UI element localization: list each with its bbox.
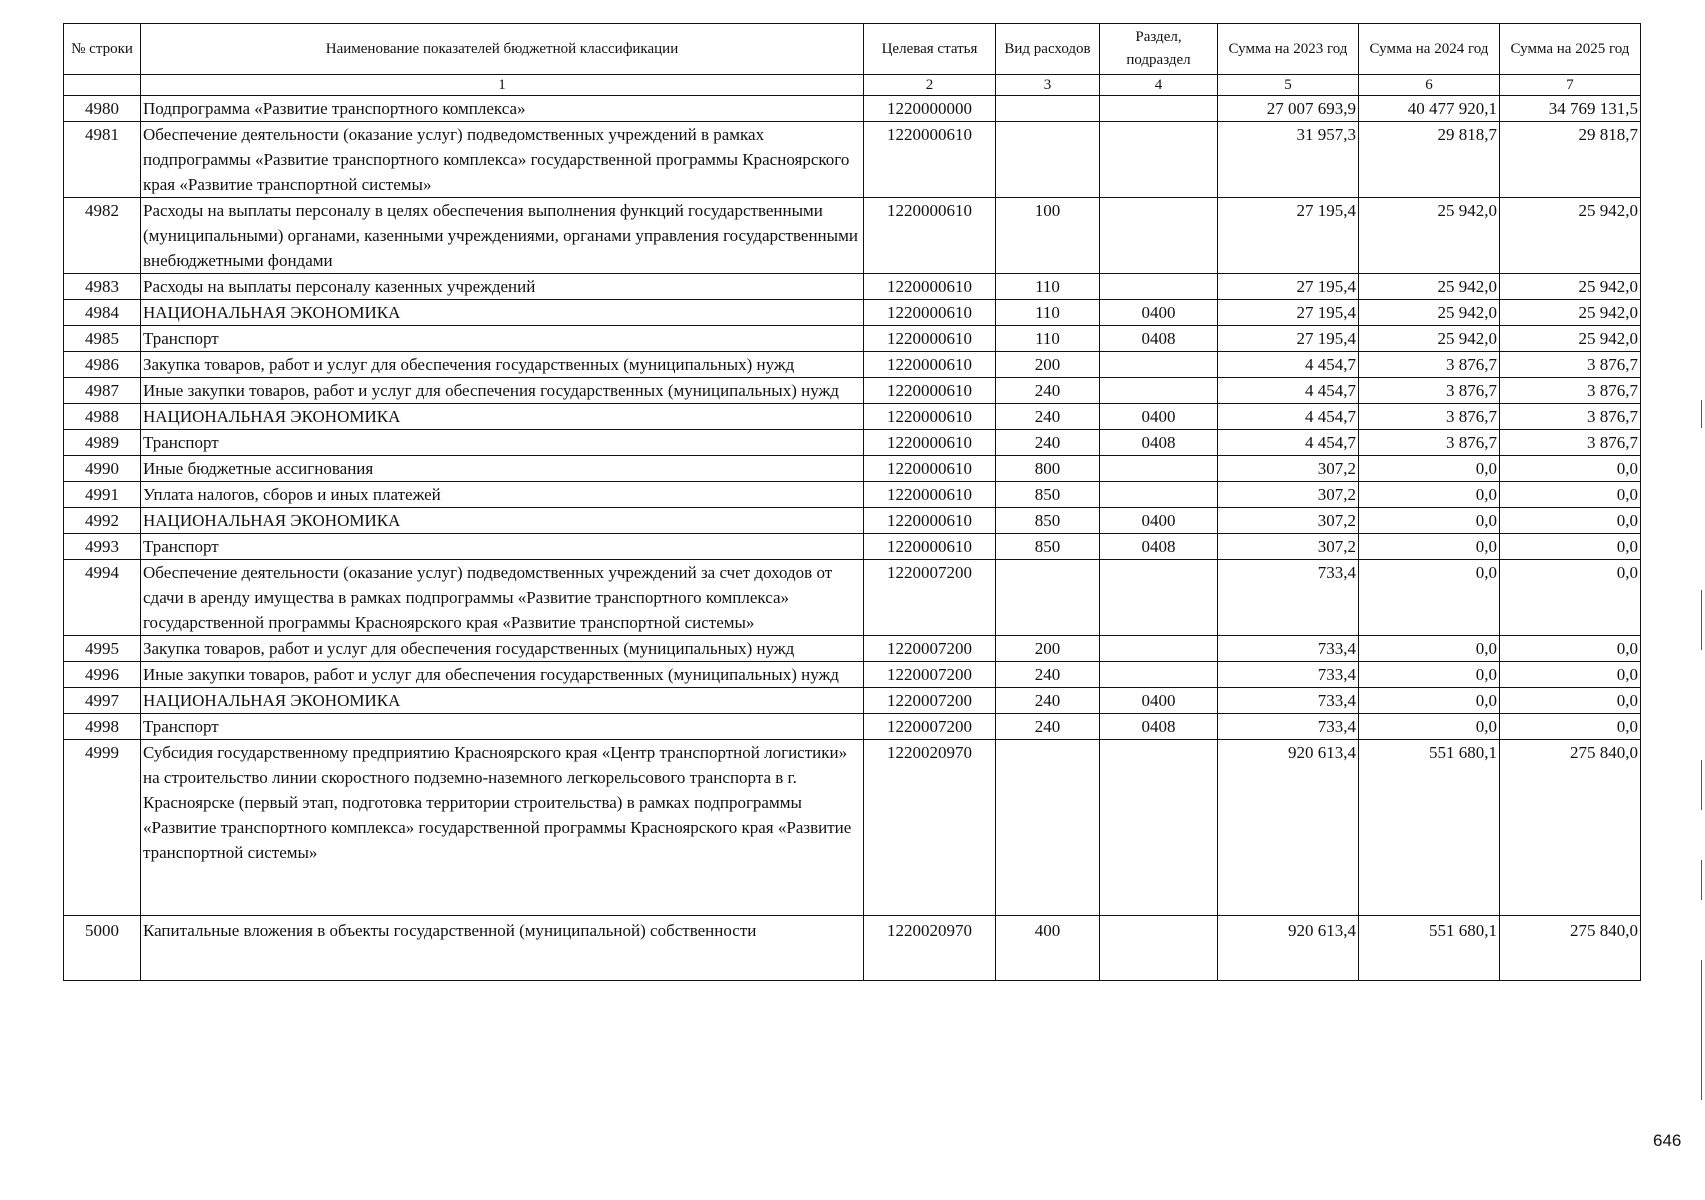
section-code: 0408: [1100, 326, 1218, 352]
amount-2023: 307,2: [1218, 482, 1359, 508]
amount-2023: 733,4: [1218, 560, 1359, 636]
table-row: [64, 482, 1641, 508]
row-number: 5000: [64, 916, 141, 981]
amount-2023: 31 957,3: [1218, 122, 1359, 198]
amount-2023: 4 454,7: [1218, 430, 1359, 456]
indicator-name: Транспорт: [141, 534, 864, 560]
section-code: [1100, 352, 1218, 378]
indicator-name: Иные закупки товаров, работ и услуг для обеспечения государственных (муниципальных) нужд: [141, 662, 864, 688]
indicator-name: Уплата налогов, сборов и иных платежей: [141, 482, 864, 508]
table-header-row: [64, 24, 1641, 75]
indicator-name: Субсидия государственному предприятию Красноярского края «Центр транспортной логистики» на строительство линии скоростного подземно-наземного легкорельсового транспорта в г. Красноярске (первый этап, подготовка территории строительства) в рамках подпрограммы «Развитие транспортного комплекса» государственной программы Красноярского края «Развитие транспортной системы»: [141, 740, 864, 916]
row-number: 4996: [64, 662, 141, 688]
indicator-name: НАЦИОНАЛЬНАЯ ЭКОНОМИКА: [141, 404, 864, 430]
indicator-name: НАЦИОНАЛЬНАЯ ЭКОНОМИКА: [141, 688, 864, 714]
amount-2025: 0,0: [1500, 508, 1641, 534]
row-number: 4988: [64, 404, 141, 430]
budget-table: [63, 23, 1641, 981]
target-article: 1220000610: [864, 122, 996, 198]
amount-2024: 0,0: [1359, 560, 1500, 636]
indicator-name: НАЦИОНАЛЬНАЯ ЭКОНОМИКА: [141, 508, 864, 534]
amount-2023: 4 454,7: [1218, 404, 1359, 430]
expense-type: 200: [996, 636, 1100, 662]
amount-2025: 25 942,0: [1500, 300, 1641, 326]
indicator-name: Расходы на выплаты персоналу в целях обеспечения выполнения функций государственными (муниципальными) органами, казенными учреждениями, органами управления государственными внебюджетными фондами: [141, 198, 864, 274]
header-indicator-name: Наименование показателей бюджетной классификации: [141, 24, 864, 75]
amount-2025: 3 876,7: [1500, 352, 1641, 378]
expense-type: 850: [996, 534, 1100, 560]
row-number: 4987: [64, 378, 141, 404]
header-section: Раздел, подраздел: [1100, 24, 1218, 75]
table-row: [64, 740, 1641, 916]
expense-type: 100: [996, 198, 1100, 274]
amount-2024: 0,0: [1359, 482, 1500, 508]
row-number: 4992: [64, 508, 141, 534]
section-code: 0408: [1100, 534, 1218, 560]
amount-2025: 275 840,0: [1500, 916, 1641, 981]
amount-2025: 3 876,7: [1500, 404, 1641, 430]
amount-2023: 27 195,4: [1218, 198, 1359, 274]
section-code: [1100, 198, 1218, 274]
section-code: [1100, 274, 1218, 300]
column-number: 3: [996, 75, 1100, 96]
indicator-name: Капитальные вложения в объекты государственной (муниципальной) собственности: [141, 916, 864, 981]
section-code: [1100, 636, 1218, 662]
target-article: 1220000610: [864, 482, 996, 508]
table-row: [64, 274, 1641, 300]
indicator-name: Иные закупки товаров, работ и услуг для обеспечения государственных (муниципальных) нужд: [141, 378, 864, 404]
amount-2025: 0,0: [1500, 662, 1641, 688]
amount-2024: 0,0: [1359, 688, 1500, 714]
expense-type: [996, 122, 1100, 198]
amount-2023: 27 007 693,9: [1218, 96, 1359, 122]
target-article: 1220000000: [864, 96, 996, 122]
table-row: [64, 560, 1641, 636]
amount-2023: 4 454,7: [1218, 352, 1359, 378]
expense-type: 240: [996, 662, 1100, 688]
section-code: 0400: [1100, 300, 1218, 326]
indicator-name: Подпрограмма «Развитие транспортного комплекса»: [141, 96, 864, 122]
row-number: 4986: [64, 352, 141, 378]
table-row: [64, 326, 1641, 352]
indicator-name: Расходы на выплаты персоналу казенных учреждений: [141, 274, 864, 300]
column-number: 1: [141, 75, 864, 96]
amount-2024: 25 942,0: [1359, 274, 1500, 300]
table-row: [64, 688, 1641, 714]
target-article: 1220000610: [864, 430, 996, 456]
amount-2025: 275 840,0: [1500, 740, 1641, 916]
indicator-name: Транспорт: [141, 714, 864, 740]
table-row: [64, 916, 1641, 981]
row-number: 4999: [64, 740, 141, 916]
scan-edge-mark: [1701, 760, 1702, 810]
section-code: 0400: [1100, 404, 1218, 430]
expense-type: [996, 740, 1100, 916]
page-number: 646: [1653, 1131, 1682, 1150]
amount-2023: 733,4: [1218, 688, 1359, 714]
amount-2025: 0,0: [1500, 560, 1641, 636]
amount-2024: 0,0: [1359, 714, 1500, 740]
amount-2023: 4 454,7: [1218, 378, 1359, 404]
amount-2024: 25 942,0: [1359, 300, 1500, 326]
table-row: [64, 430, 1641, 456]
header-row-number: № строки: [64, 24, 141, 75]
amount-2024: 0,0: [1359, 456, 1500, 482]
amount-2025: 0,0: [1500, 714, 1641, 740]
amount-2025: 3 876,7: [1500, 378, 1641, 404]
scan-edge-mark: [1701, 590, 1702, 650]
header-amount-2024: Сумма на 2024 год: [1359, 24, 1500, 75]
indicator-name: Закупка товаров, работ и услуг для обеспечения государственных (муниципальных) нужд: [141, 352, 864, 378]
row-number: 4997: [64, 688, 141, 714]
expense-type: 110: [996, 326, 1100, 352]
column-number: 5: [1218, 75, 1359, 96]
section-code: 0400: [1100, 508, 1218, 534]
amount-2024: 551 680,1: [1359, 916, 1500, 981]
amount-2025: 25 942,0: [1500, 274, 1641, 300]
table-row: [64, 662, 1641, 688]
target-article: 1220000610: [864, 198, 996, 274]
expense-type: 200: [996, 352, 1100, 378]
column-number: [64, 75, 141, 96]
column-number: 6: [1359, 75, 1500, 96]
target-article: 1220000610: [864, 378, 996, 404]
section-code: [1100, 122, 1218, 198]
header-target-article: Целевая статья: [864, 24, 996, 75]
amount-2025: 0,0: [1500, 636, 1641, 662]
amount-2024: 3 876,7: [1359, 378, 1500, 404]
target-article: 1220000610: [864, 300, 996, 326]
row-number: 4981: [64, 122, 141, 198]
amount-2023: 733,4: [1218, 636, 1359, 662]
amount-2024: 0,0: [1359, 636, 1500, 662]
table-row: [64, 198, 1641, 274]
expense-type: [996, 96, 1100, 122]
target-article: 1220007200: [864, 636, 996, 662]
row-number: 4982: [64, 198, 141, 274]
amount-2023: 27 195,4: [1218, 326, 1359, 352]
table-row: [64, 352, 1641, 378]
expense-type: [996, 560, 1100, 636]
expense-type: 110: [996, 300, 1100, 326]
expense-type: 240: [996, 378, 1100, 404]
amount-2024: 0,0: [1359, 508, 1500, 534]
amount-2025: 0,0: [1500, 534, 1641, 560]
table-row: [64, 636, 1641, 662]
amount-2024: 3 876,7: [1359, 430, 1500, 456]
section-code: [1100, 482, 1218, 508]
scan-edge-mark: [1701, 960, 1702, 1100]
expense-type: 850: [996, 482, 1100, 508]
target-article: 1220000610: [864, 352, 996, 378]
amount-2023: 307,2: [1218, 508, 1359, 534]
table-row: [64, 456, 1641, 482]
section-code: 0400: [1100, 688, 1218, 714]
row-number: 4989: [64, 430, 141, 456]
indicator-name: Транспорт: [141, 326, 864, 352]
amount-2025: 0,0: [1500, 688, 1641, 714]
expense-type: 240: [996, 404, 1100, 430]
target-article: 1220007200: [864, 662, 996, 688]
table-row: [64, 508, 1641, 534]
expense-type: 240: [996, 430, 1100, 456]
expense-type: 240: [996, 714, 1100, 740]
amount-2023: 307,2: [1218, 456, 1359, 482]
row-number: 4983: [64, 274, 141, 300]
section-code: [1100, 560, 1218, 636]
amount-2023: 733,4: [1218, 662, 1359, 688]
amount-2025: 3 876,7: [1500, 430, 1641, 456]
row-number: 4980: [64, 96, 141, 122]
row-number: 4984: [64, 300, 141, 326]
indicator-name: Транспорт: [141, 430, 864, 456]
table-row: [64, 404, 1641, 430]
amount-2024: 25 942,0: [1359, 326, 1500, 352]
indicator-name: НАЦИОНАЛЬНАЯ ЭКОНОМИКА: [141, 300, 864, 326]
section-code: [1100, 96, 1218, 122]
amount-2023: 920 613,4: [1218, 916, 1359, 981]
table-row: [64, 378, 1641, 404]
amount-2025: 25 942,0: [1500, 198, 1641, 274]
header-expense-type: Вид расходов: [996, 24, 1100, 75]
target-article: 1220007200: [864, 560, 996, 636]
row-number: 4998: [64, 714, 141, 740]
column-number: 2: [864, 75, 996, 96]
target-article: 1220000610: [864, 534, 996, 560]
table-row: [64, 534, 1641, 560]
amount-2023: 920 613,4: [1218, 740, 1359, 916]
header-amount-2023: Сумма на 2023 год: [1218, 24, 1359, 75]
table-row: [64, 300, 1641, 326]
row-number: 4993: [64, 534, 141, 560]
amount-2024: 3 876,7: [1359, 352, 1500, 378]
target-article: 1220000610: [864, 456, 996, 482]
table-row: [64, 714, 1641, 740]
header-amount-2025: Сумма на 2025 год: [1500, 24, 1641, 75]
target-article: 1220000610: [864, 508, 996, 534]
table-row: [64, 122, 1641, 198]
amount-2024: 25 942,0: [1359, 198, 1500, 274]
column-number: 7: [1500, 75, 1641, 96]
expense-type: 240: [996, 688, 1100, 714]
expense-type: 850: [996, 508, 1100, 534]
amount-2023: 27 195,4: [1218, 274, 1359, 300]
column-number: 4: [1100, 75, 1218, 96]
amount-2024: 3 876,7: [1359, 404, 1500, 430]
amount-2025: 0,0: [1500, 456, 1641, 482]
row-number: 4990: [64, 456, 141, 482]
expense-type: 400: [996, 916, 1100, 981]
row-number: 4995: [64, 636, 141, 662]
indicator-name: Иные бюджетные ассигнования: [141, 456, 864, 482]
row-number: 4994: [64, 560, 141, 636]
target-article: 1220020970: [864, 740, 996, 916]
target-article: 1220000610: [864, 274, 996, 300]
amount-2025: 0,0: [1500, 482, 1641, 508]
amount-2024: 0,0: [1359, 662, 1500, 688]
amount-2023: 733,4: [1218, 714, 1359, 740]
amount-2024: 0,0: [1359, 534, 1500, 560]
amount-2024: 40 477 920,1: [1359, 96, 1500, 122]
table-row: [64, 96, 1641, 122]
amount-2024: 29 818,7: [1359, 122, 1500, 198]
amount-2023: 307,2: [1218, 534, 1359, 560]
section-code: [1100, 378, 1218, 404]
scan-edge-mark: [1701, 860, 1702, 900]
section-code: [1100, 740, 1218, 916]
section-code: 0408: [1100, 430, 1218, 456]
section-code: 0408: [1100, 714, 1218, 740]
row-number: 4985: [64, 326, 141, 352]
indicator-name: Обеспечение деятельности (оказание услуг) подведомственных учреждений за счет доходов от сдачи в аренду имущества в рамках подпрограммы «Развитие транспортного комплекса» государственной программы Красноярского края «Развитие транспортной системы»: [141, 560, 864, 636]
amount-2025: 25 942,0: [1500, 326, 1641, 352]
indicator-name: Закупка товаров, работ и услуг для обеспечения государственных (муниципальных) нужд: [141, 636, 864, 662]
column-number-row: [64, 75, 1641, 96]
target-article: 1220000610: [864, 326, 996, 352]
target-article: 1220000610: [864, 404, 996, 430]
amount-2024: 551 680,1: [1359, 740, 1500, 916]
row-number: 4991: [64, 482, 141, 508]
expense-type: 800: [996, 456, 1100, 482]
section-code: [1100, 456, 1218, 482]
amount-2025: 34 769 131,5: [1500, 96, 1641, 122]
indicator-name: Обеспечение деятельности (оказание услуг) подведомственных учреждений в рамках подпрограммы «Развитие транспортного комплекса» государственной программы Красноярского края «Развитие транспортной системы»: [141, 122, 864, 198]
amount-2025: 29 818,7: [1500, 122, 1641, 198]
target-article: 1220020970: [864, 916, 996, 981]
section-code: [1100, 916, 1218, 981]
target-article: 1220007200: [864, 714, 996, 740]
scan-edge-mark: [1701, 400, 1702, 428]
section-code: [1100, 662, 1218, 688]
target-article: 1220007200: [864, 688, 996, 714]
expense-type: 110: [996, 274, 1100, 300]
amount-2023: 27 195,4: [1218, 300, 1359, 326]
